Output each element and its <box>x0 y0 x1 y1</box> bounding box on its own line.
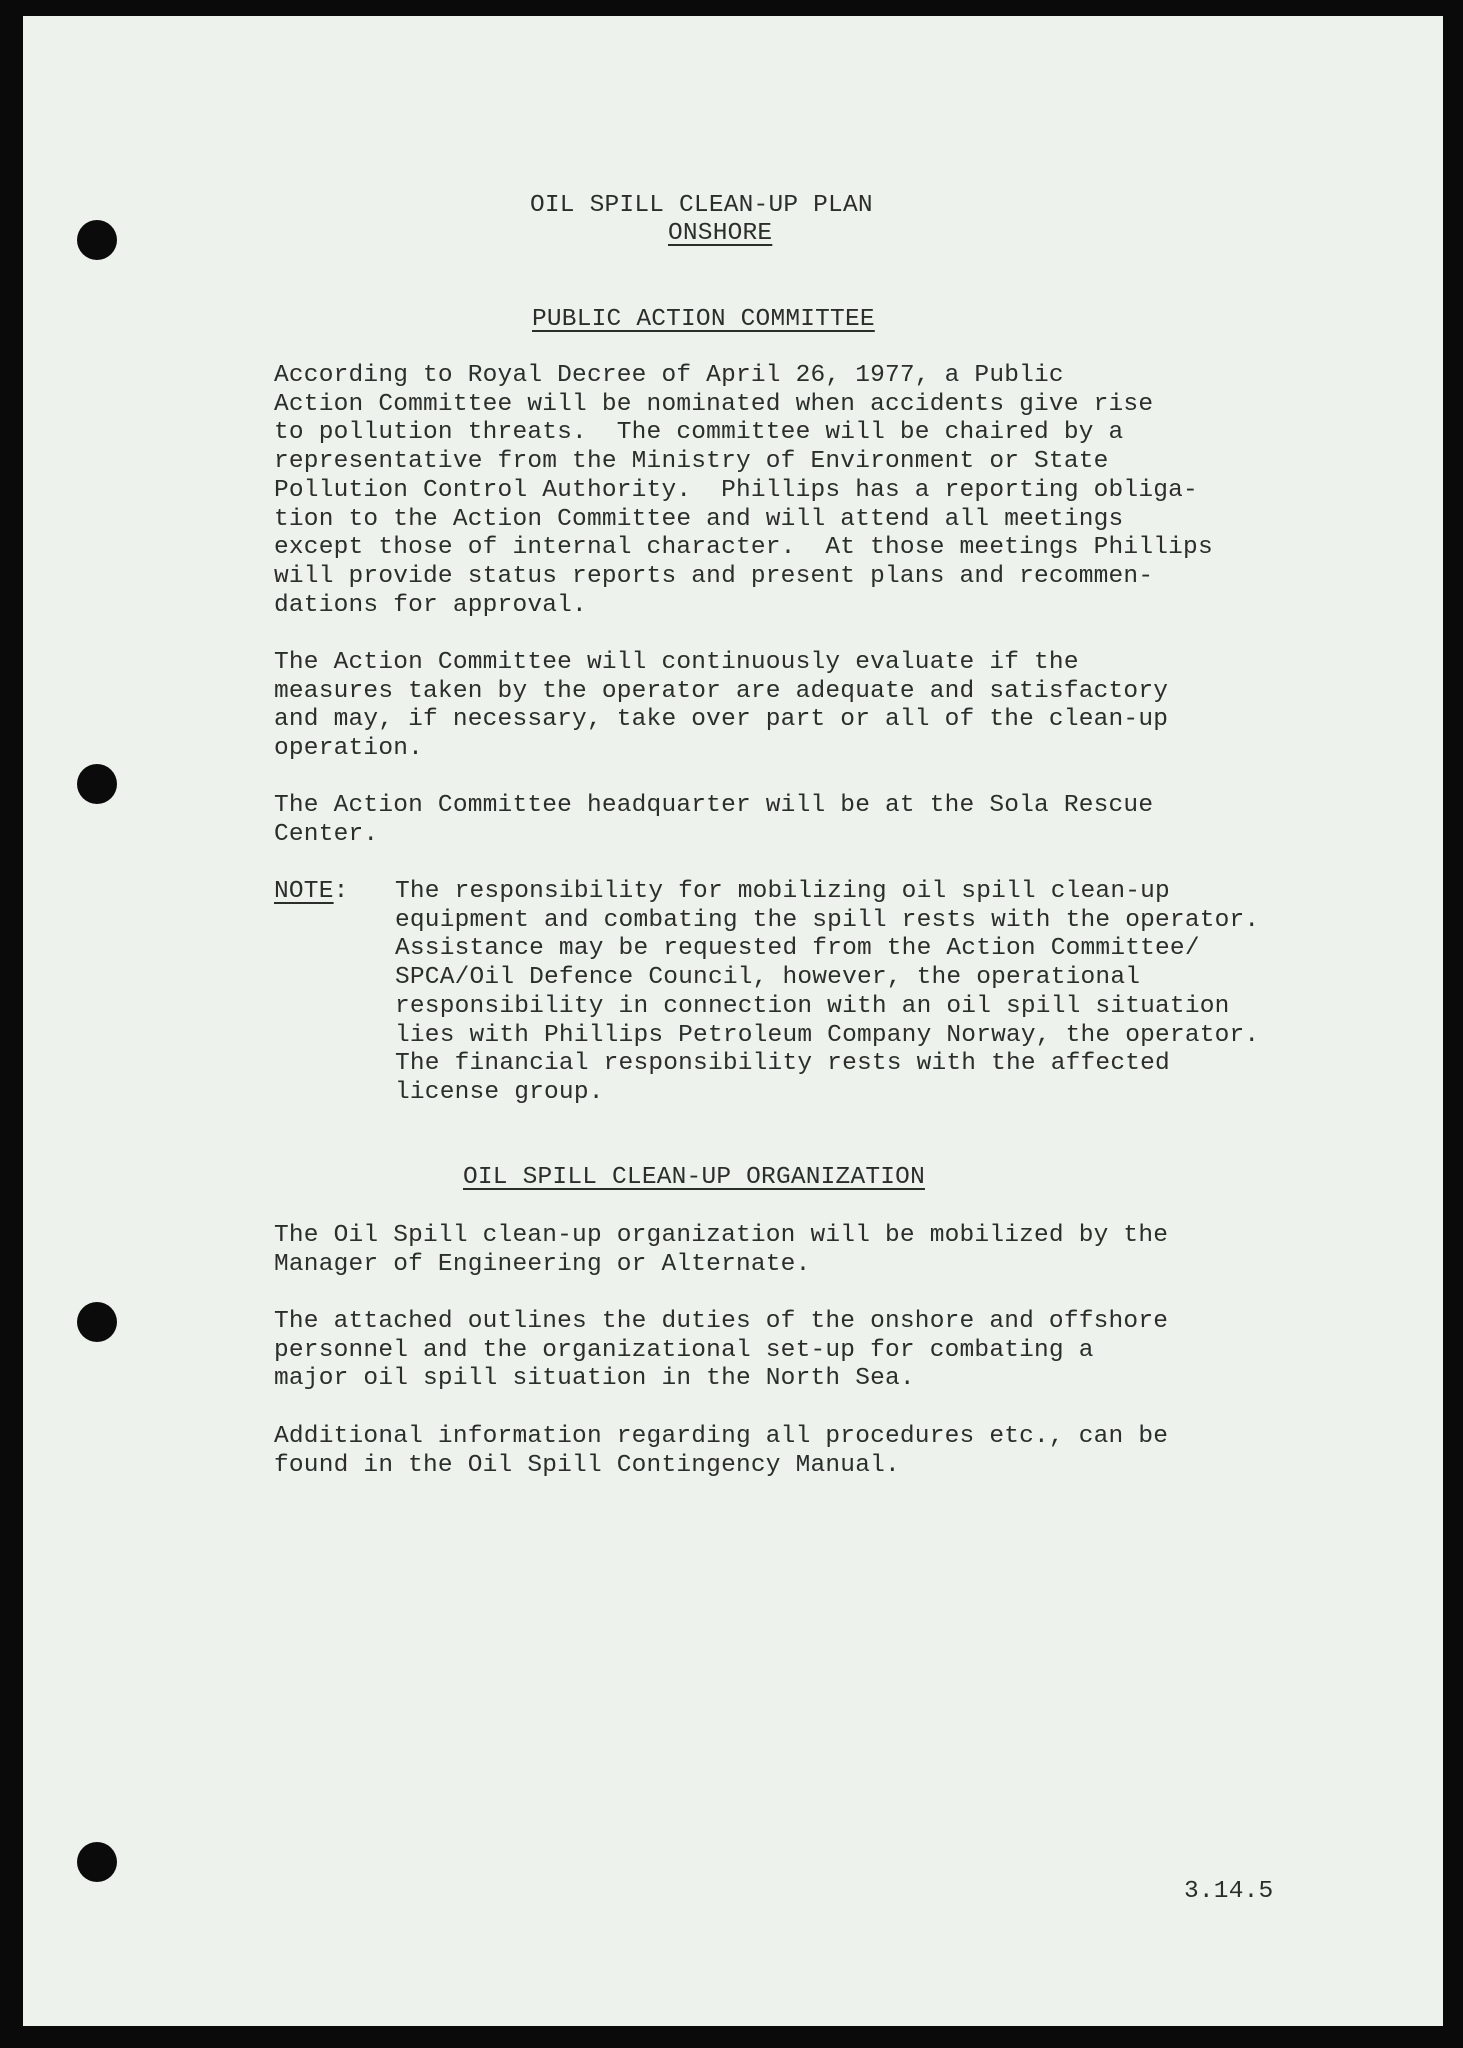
punch-hole <box>77 1842 117 1882</box>
paragraph-royal-decree: According to Royal Decree of April 26, 1977, a Public Action Committee will be nominated when accidents give rise to pollution threats. The committee will be chaired by a representative from the Ministry of Environment or State Pollution Control Authority. Phillips has a reporting obliga- tion to the Action Committee and will attend all meetings except those of internal character. At those meetings Phillips will provide status reports and present plans and recommen- dations for approval. <box>274 362 1213 619</box>
note-label-wrap <box>274 878 349 907</box>
note-text: The responsibility for mobilizing oil spill clean-up equipment and combating the spill rests with the operator. Assistance may be requested from the Action Committee/ SPCA/Oil Defence Council, however, the operational responsibility in connection with an oil spill situation lies with Phillips Petroleum Company Norway, the operator. The financial responsibility rests with the affected license group. <box>395 878 1260 1106</box>
punch-hole <box>77 764 117 804</box>
paragraph-mobilization: The Oil Spill clean-up organization will be mobilized by the Manager of Engineering or Alternate. <box>274 1222 1169 1278</box>
section-heading-public-action-committee: PUBLIC ACTION COMMITTEE <box>532 306 875 333</box>
document-subtitle: ONSHORE <box>668 220 773 247</box>
paragraph-headquarter: The Action Committee headquarter will be at the Sola Rescue Center. <box>274 792 1154 848</box>
page-number: 3.14.5 <box>1184 1878 1274 1905</box>
note-colon: : <box>333 878 349 905</box>
section-heading-clean-up-organization: OIL SPILL CLEAN-UP ORGANIZATION <box>463 1164 925 1191</box>
paragraph-additional-information: Additional information regarding all procedures etc., can be found in the Oil Spill Contingency Manual. <box>274 1423 1169 1479</box>
paragraph-attached-outlines: The attached outlines the duties of the onshore and offshore personnel and the organizational set-up for combating a major oil spill situation in the North Sea. <box>274 1308 1169 1393</box>
punch-hole <box>77 1302 117 1342</box>
document-title: OIL SPILL CLEAN-UP PLAN <box>530 192 873 219</box>
note-label: NOTE <box>274 878 334 905</box>
punch-hole <box>77 220 117 260</box>
paragraph-action-committee-evaluation: The Action Committee will continuously evaluate if the measures taken by the operator are adequate and satisfactory and may, if necessary, take over part or all of the clean-up operation. <box>274 649 1169 763</box>
